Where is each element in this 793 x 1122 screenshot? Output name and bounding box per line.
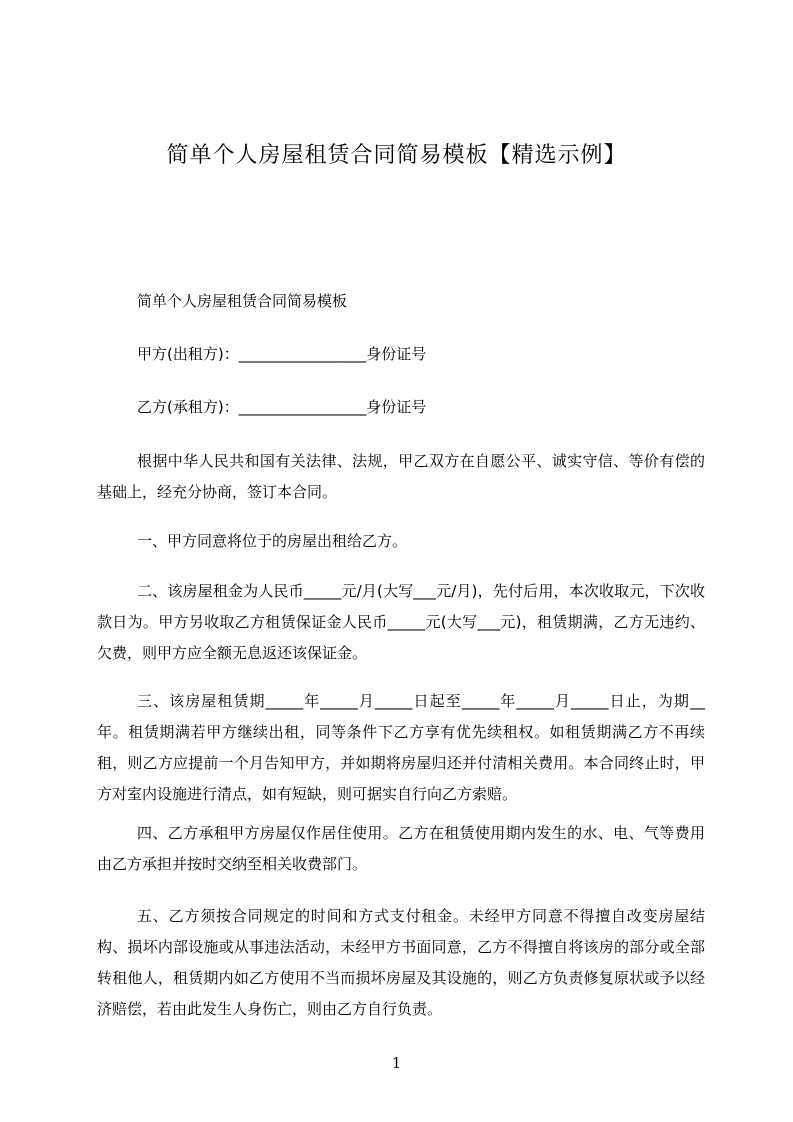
preamble-paragraph: 根据中华人民共和国有关法律、法规，甲乙双方在自愿公平、诚实守信、等价有偿的基础上，经充分协商，签订本合同。 bbox=[97, 452, 705, 501]
clause-2: 二、该房屋租金为人民币_____元/月(大写___元/月)，先付后用，本次收取元，下次收款日为。甲方另收取乙方租赁保证金人民币_____元(大写___元)，租赁期满，乙方无违约、欠费，则甲方应全额无息返还该保证金。 bbox=[97, 582, 705, 662]
document-title: 简单个人房屋租赁合同简易模板【精选示例】 bbox=[166, 143, 627, 168]
document-subtitle: 简单个人房屋租赁合同简易模板 bbox=[137, 292, 348, 310]
page-number: 1 bbox=[391, 1054, 402, 1072]
clause-1: 一、甲方同意将位于的房屋出租给乙方。 bbox=[137, 532, 408, 550]
party-a-line: 甲方(出租方)：_________________身份证号 bbox=[137, 345, 427, 363]
clause-3: 三、该房屋租赁期_____年_____月_____日起至_____年_____月_____日止，为期__年。租赁期满若甲方继续出租，同等条件下乙方享有优先续租权。如租赁期满乙方不再续租，则乙方应提前一个月告知甲方，并如期将房屋归还并付清相关费用。本合同终止时，甲方对室内设施进行清点，如有短缺，则可据实自行向乙方索赔。 bbox=[97, 692, 705, 803]
clause-5: 五、乙方须按合同规定的时间和方式支付租金。未经甲方同意不得擅自改变房屋结构、损坏内部设施或从事违法活动，未经甲方书面同意，乙方不得擅自将该房的部分或全部转租他人，租赁期内如乙方使用不当而损坏房屋及其设施的，则乙方负责修复原状或予以经济赔偿，若由此发生人身伤亡，则由乙方自行负责。 bbox=[97, 907, 705, 1018]
clause-4: 四、乙方承租甲方房屋仅作居住使用。乙方在租赁使用期内发生的水、电、气等费用由乙方承担并按时交纳至相关收费部门。 bbox=[97, 824, 705, 873]
party-b-line: 乙方(承租方)：_________________身份证号 bbox=[137, 398, 427, 416]
